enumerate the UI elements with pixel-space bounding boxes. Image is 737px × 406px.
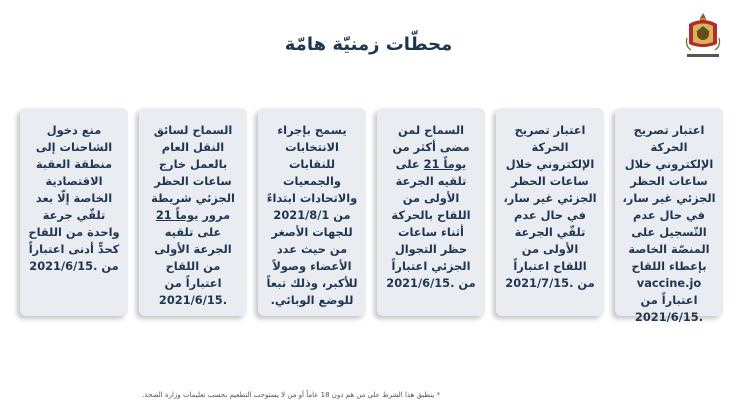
card-text: اعتبار تصريح الحركة الإلكتروني خلال ساعات الحظر الجزئي غير سار، في حال عدم تلقّي الجرعة الأولى من اللقاح اعتباراً من 2021/7/15.: [503, 123, 597, 290]
card-date: 2021/6/15.: [386, 276, 455, 290]
card-date: 2021/7/15.: [505, 276, 574, 290]
card-elections: [258, 108, 366, 316]
card-text: يسمح بإجراء الانتخابات للنقابات والجمعيات والاتحادات ابتداءً من 2021/8/1 للجهات الأصغر من حيث عدد الأعضاء وصولاً للأكبر، وذلك تبعاً للوضع الوبائي.: [266, 123, 358, 307]
card-public-transport-drivers: [139, 108, 247, 316]
card-text: اعتبار تصريح الحركة الإلكتروني خلال ساعات الحظر الجزئي غير سار، في حال عدم التّسجيل على المنصّة الخاصة بإعطاء اللقاح vaccine.jo اعتباراً من 2021/6/15.: [622, 123, 716, 324]
card-date: 2021/6/15.: [634, 310, 704, 324]
card-text: السماح لسائق النقل العام بالعمل خارج ساعات الحظر الجزئي شريطة مرور 21 يوماً على تلقيه الجرعة الأولى من اللقاح اعتباراً من 2021/6/15.: [151, 123, 235, 307]
page-title: محطّات زمنيّة هامّة: [284, 34, 453, 55]
milestones-cards: [17, 108, 723, 324]
card-aqaba-trucks: [20, 108, 128, 316]
card-text: منع دخول الشاحنات إلى منطقة العقبة الاقتصادية الخاصة إلّا بعد تلقّي جرعة واحدة من اللقاح كحدٍّ أدنى اعتباراً من 2021/6/15.: [28, 123, 120, 273]
site-link: vaccine.jo: [636, 276, 702, 290]
card-days: 21 يوماً: [423, 157, 467, 171]
card-movement-after-21-days: [377, 108, 485, 316]
card-app-permit-registration: [615, 108, 723, 324]
card-date: 2021/8/1: [273, 208, 330, 222]
jordan-coat-of-arms-icon: [683, 10, 723, 64]
card-date: 2021/6/15.: [29, 259, 98, 273]
card-days: 21 يوماً: [155, 208, 199, 222]
card-date: 2021/6/15.: [158, 293, 228, 307]
card-text: السماح لمن مضى أكثر من 21 يوماً على تلقيه الجرعة الأولى من اللقاح بالحركة أثناء ساعات حظر التجوال الجزئي اعتباراً من 2021/6/15.: [386, 123, 476, 290]
card-app-permit-first-dose: [496, 108, 604, 316]
footnote: * ينطبق هذا الشرط على من هم دون 18 عاماً أو من لا يستوجب التطعيم بحسب تعليمات وزارة الصحة.: [142, 391, 440, 399]
